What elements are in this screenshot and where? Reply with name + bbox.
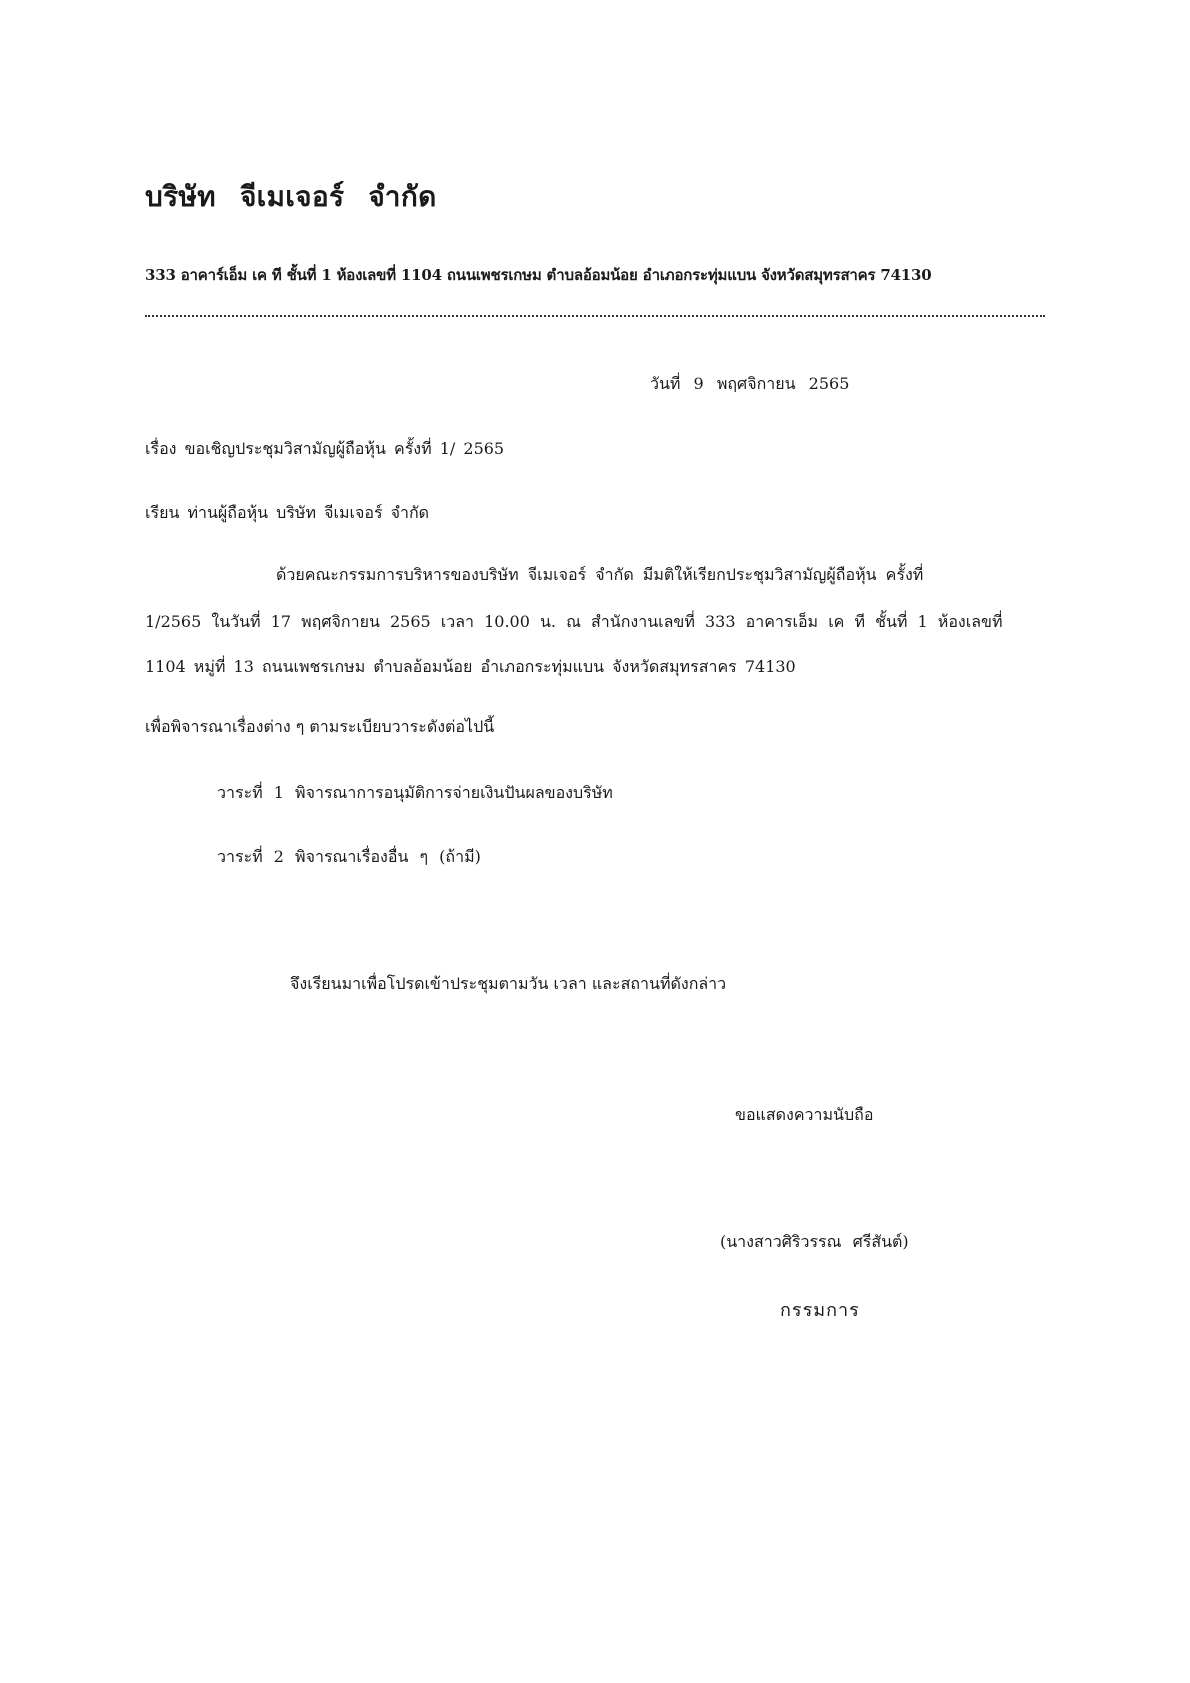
agenda-item: วาระที่ 1 พิจารณาการอนุมัติการจ่ายเงินปันผลของบริษัท [217,783,613,802]
company-name: บริษัท จีเมเจอร์ จำกัด [145,180,437,213]
regards: ขอแสดงความนับถือ [735,1105,874,1124]
closing-statement: จึงเรียนมาเพื่อโปรดเข้าประชุมตามวัน เวลา และสถานที่ดังกล่าว [290,974,727,993]
agenda-item: วาระที่ 2 พิจารณาเรื่องอื่น ๆ (ถ้ามี) [217,847,481,866]
dotted-divider [145,315,1045,317]
body-line: ด้วยคณะกรรมการบริหารของบริษัท จีเมเจอร์ จำกัด มีมติให้เรียกประชุมวิสามัญผู้ถือหุ้น ครั้งที่ [276,565,924,584]
company-address: 333 อาคาร์เอ็ม เค ที ชั้นที่ 1 ห้องเลขที่ 1104 ถนนเพชรเกษม ตำบลอ้อมน้อย อำเภอกระทุ่มแบน จังหวัดสมุทรสาคร 74130 [145,266,932,284]
agenda-intro: เพื่อพิจารณาเรื่องต่าง ๆ ตามระเบียบวาระดังต่อไปนี้ [145,717,495,736]
signer-title: กรรมการ [780,1300,860,1321]
body-line: 1/2565 ในวันที่ 17 พฤศจิกายน 2565 เวลา 10.00 น. ณ สำนักงานเลขที่ 333 อาคารเอ็ม เค ที ชั้นที่ 1 ห้องเลขที่ [145,612,1003,631]
letter-recipient: เรียน ท่านผู้ถือหุ้น บริษัท จีเมเจอร์ จำกัด [145,503,430,522]
signer-name: (นางสาวศิริวรรณ ศรีสันต์) [720,1232,909,1251]
letter-subject: เรื่อง ขอเชิญประชุมวิสามัญผู้ถือหุ้น ครั้งที่ 1/ 2565 [145,439,505,458]
letter-date: วันที่ 9 พฤศจิกายน 2565 [650,374,850,393]
body-line: 1104 หมู่ที่ 13 ถนนเพชรเกษม ตำบลอ้อมน้อย อำเภอกระทุ่มแบน จังหวัดสมุทรสาคร 74130 [145,657,796,676]
